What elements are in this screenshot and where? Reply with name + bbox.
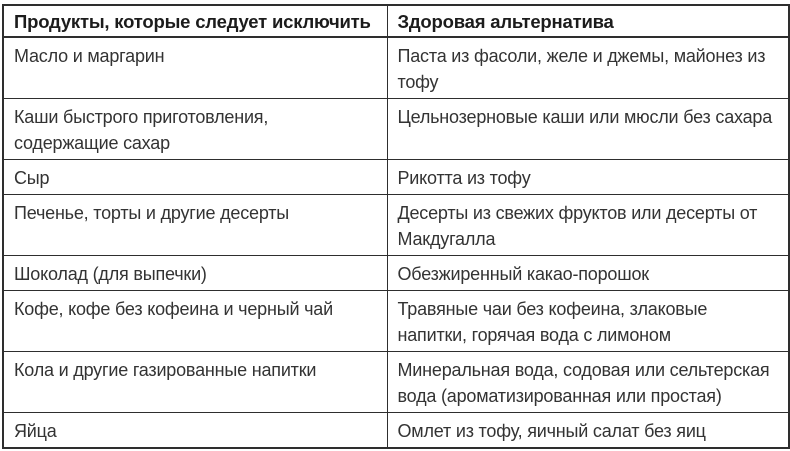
exclude-cell: Яйца [3, 413, 387, 449]
exclude-cell: Кола и другие газированные напитки [3, 352, 387, 413]
table-row [3, 256, 789, 291]
exclude-cell: Каши быстрого приготовления, содержащие сахар [3, 99, 387, 160]
alternative-cell: Омлет из тофу, яичный салат без яиц [387, 413, 789, 449]
exclude-cell: Печенье, торты и другие десерты [3, 195, 387, 256]
alternative-cell: Минеральная вода, содовая или сельтерская вода (ароматизированная или простая) [387, 352, 789, 413]
exclude-cell: Шоколад (для выпечки) [3, 256, 387, 291]
exclude-column-header: Продукты, которые следует исключить [3, 5, 387, 37]
table-row [3, 160, 789, 195]
table-row [3, 291, 789, 352]
exclude-cell: Масло и маргарин [3, 37, 387, 99]
alternative-cell: Рикотта из тофу [387, 160, 789, 195]
table-header-row [3, 5, 789, 37]
exclude-cell: Кофе, кофе без кофеина и черный чай [3, 291, 387, 352]
table-row [3, 413, 789, 449]
alternative-cell: Обезжиренный какао-порошок [387, 256, 789, 291]
table-row [3, 195, 789, 256]
alternative-cell: Цельнозерновые каши или мюсли без сахара [387, 99, 789, 160]
diet-substitutions-table [2, 4, 790, 449]
table-row [3, 352, 789, 413]
table-row [3, 99, 789, 160]
alternative-cell: Паста из фасоли, желе и джемы, майонез из тофу [387, 37, 789, 99]
exclude-cell: Сыр [3, 160, 387, 195]
alternative-column-header: Здоровая альтернатива [387, 5, 789, 37]
alternative-cell: Десерты из свежих фруктов или десерты от Макдугалла [387, 195, 789, 256]
alternative-cell: Травяные чаи без кофеина, злаковые напитки, горячая вода с лимоном [387, 291, 789, 352]
table-row [3, 37, 789, 99]
